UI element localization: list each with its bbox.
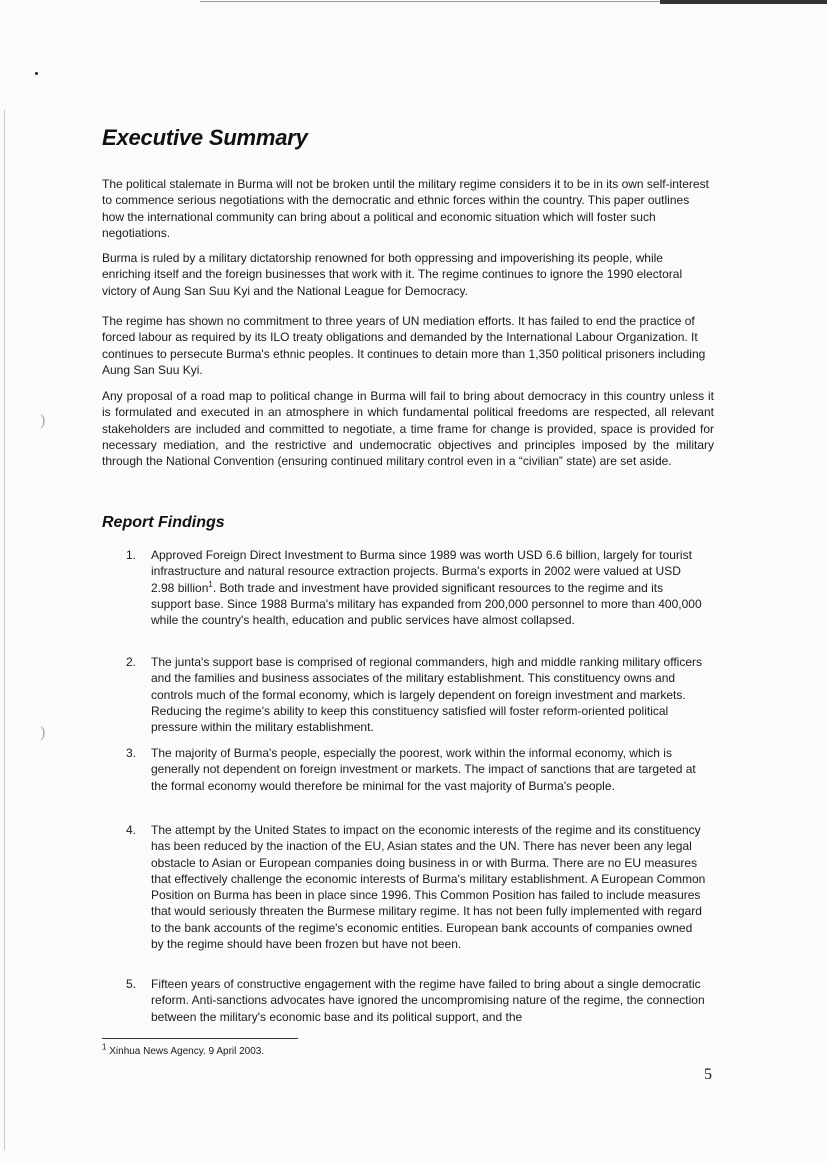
footnote-mark: 1 [102, 1042, 107, 1052]
finding-text: The majority of Burma's people, especially the poorest, work within the informal economy, which is generally not dependent on foreign investment or markets. The impact of sanctions that are targeted at the formal economy would therefore be minimal for the vast majority of Burma's people. [151, 746, 696, 793]
finding-text: Fifteen years of constructive engagement with the regime have failed to bring about a single democratic reform. Anti-sanctions advocates have ignored the uncompromising nature of the regime, the connection between the military's economic base and its political support, and the [151, 977, 705, 1024]
finding-text: Approved Foreign Direct Investment to Burma since 1989 was worth USD 6.6 billion, largely for tourist infrastructure and natural resource extraction projects. Burma's exports in 2002 were valued at USD 2.98 billion$^1$. Both trade and investment have provided significant resources to the regime and its support base. Since 1988 Burma's military has expanded from 200,000 personnel to more than 400,000 while the country's health, education and public services have almost collapsed. [151, 548, 702, 628]
finding-item [126, 822, 706, 952]
intro-paragraph: Any proposal of a road map to political change in Burma will fail to bring about democracy in this country unless it is formulated and executed in an atmosphere in which fundamental political freedoms are respected, all relevant stakeholders are included and committed to negotiate, a time frame for change is provided, space is provided for necessary mediation, and the restrictive and undemocratic objectives and principles imposed by the military through the National Convention (ensuring continued military control even in a “civilian” state) are set aside. [102, 389, 714, 469]
section-heading: Report Findings [102, 514, 225, 531]
scan-top-rule [200, 1, 660, 2]
scan-left-edge [4, 110, 5, 1150]
scan-top-edge [660, 0, 827, 4]
finding-number: 1. [126, 548, 137, 562]
intro-paragraph: Burma is ruled by a military dictatorship renowned for both oppressing and impoverishing its people, while enriching itself and the foreign businesses that work with it. The regime continues to ignore the 1990 electoral victory of Aung San Suu Kyi and the National League for Democracy. [102, 251, 683, 298]
finding-item [126, 547, 706, 628]
footnote-separator [102, 1038, 298, 1039]
finding-number: 2. [126, 655, 137, 669]
finding-number: 4. [126, 823, 137, 837]
scan-mark: ) [40, 724, 46, 741]
page-number: 5 [704, 1066, 712, 1083]
intro-paragraph: The regime has shown no commitment to three years of UN mediation efforts. It has failed to end the practice of forced labour as required by its ILO treaty obligations and demanded by the International Labour Organization. It continues to persecute Burma's ethnic peoples. It continues to detain more than 1,350 political prisoners including Aung San Suu Kyi. [102, 314, 706, 377]
scan-mark: ) [40, 412, 46, 429]
finding-number: 5. [126, 977, 137, 991]
finding-item [126, 654, 706, 735]
finding-item [126, 976, 706, 1025]
footnote-reference[interactable]: 1 [208, 579, 213, 589]
finding-number: 3. [126, 746, 137, 760]
intro-paragraph: The political stalemate in Burma will not be broken until the military regime considers it to be in its own self-interest to commence serious negotiations with the democratic and ethnic forces within the country. This paper outlines how the international community can bring about a political and economic situation which will foster such negotiations. [102, 177, 709, 240]
footnote-text: Xinhua News Agency. 9 April 2003. [109, 1046, 265, 1057]
scan-speck [35, 72, 38, 75]
footnote [102, 1042, 265, 1057]
finding-text: The attempt by the United States to impact on the economic interests of the regime and its constituency has been reduced by the inaction of the EU, Asian states and the UN. There has never been any legal obstacle to Asian or European companies doing business in or with Burma. There are no EU measures that effectively challenge the economic interests of Burma's military establishment. A European Common Position on Burma has been in place since 1996. This Common Position has failed to include measures that would seriously threaten the Burmese military regime. It has not been fully implemented with regard to the bank accounts of the regime's economic entities. European bank accounts of companies owned by the regime should have been frozen but have not been. [151, 823, 706, 952]
finding-text: The junta's support base is comprised of regional commanders, high and middle ranking military officers and the families and business associates of the military establishment. This constituency owns and controls much of the formal economy, which is largely dependent on foreign investment and markets. Reducing the regime's ability to keep this constituency satisfied will foster reform-oriented political pressure within the military establishment. [151, 655, 703, 735]
page-title: Executive Summary [102, 125, 308, 150]
finding-item [126, 745, 706, 794]
